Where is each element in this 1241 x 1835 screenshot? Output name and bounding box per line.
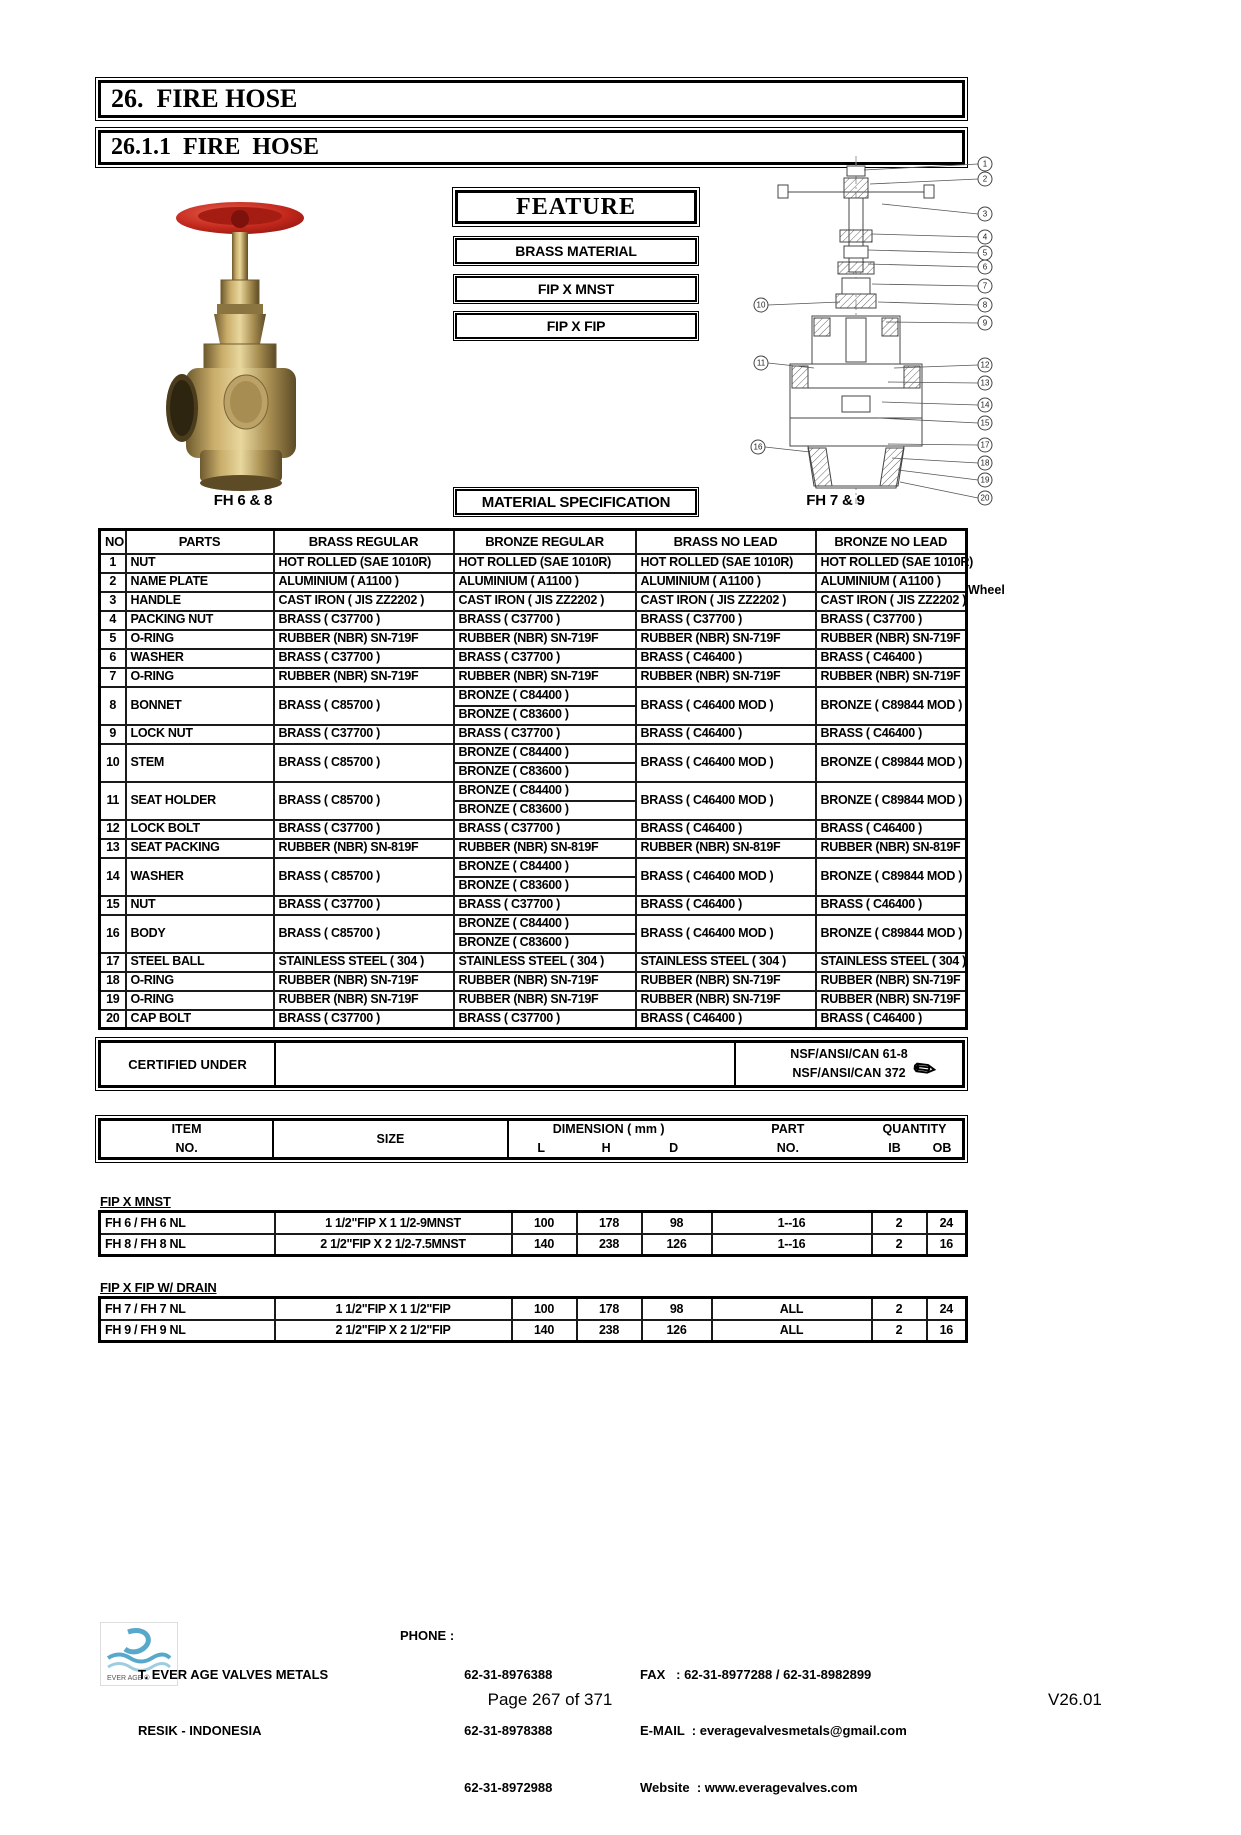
callout-number: 12 (980, 360, 990, 370)
spec-cell: SEAT HOLDER (126, 782, 274, 820)
spec-cell: PACKING NUT (126, 611, 274, 630)
fax-line: FAX : 62-31-8977288 / 62-31-8982899 (640, 1666, 872, 1682)
spec-cell: RUBBER (NBR) SN-819F (636, 839, 816, 858)
dim-cell-h: 238 (577, 1320, 642, 1342)
spec-cell: 7 (100, 668, 126, 687)
dim-cell-item: FH 7 / FH 7 NL (100, 1298, 275, 1320)
spec-cell: BRASS ( C37700 ) (454, 896, 636, 915)
spec-cell: STAINLESS STEEL ( 304 ) (274, 953, 454, 972)
spec-cell: STEM (126, 744, 274, 782)
spec-cell: 20 (100, 1010, 126, 1029)
spec-cell: NUT (126, 554, 274, 573)
callout-number: 20 (980, 493, 990, 503)
valve-diagram-art (778, 156, 934, 504)
spec-row (100, 725, 967, 744)
spec-cell: CAST IRON ( JIS ZZ2202 ) (274, 592, 454, 611)
spec-cell: RUBBER (NBR) SN-819F (454, 839, 636, 858)
phone-number: 62-31-8978388 (464, 1723, 553, 1739)
spec-cell: BRONZE ( C84400 ) (454, 915, 636, 934)
phone-label: PHONE : (400, 1628, 455, 1643)
spec-row (100, 744, 967, 763)
spec-row (100, 858, 967, 877)
spec-cell: BRONZE ( C83600 ) (454, 934, 636, 953)
spec-row (100, 554, 967, 573)
spec-cell: BODY (126, 915, 274, 953)
dim-cell-item: FH 6 / FH 6 NL (100, 1212, 275, 1234)
callout-number: 3 (982, 209, 988, 219)
spec-cell: BRASS ( C37700 ) (454, 611, 636, 630)
spec-cell: BRASS ( C37700 ) (816, 611, 967, 630)
dim-header-part-line1: PART (771, 1122, 805, 1137)
spec-cell: 14 (100, 858, 126, 896)
spec-cell: BRASS ( C37700 ) (274, 896, 454, 915)
dim-table-0 (98, 1210, 968, 1257)
spec-cell: RUBBER (NBR) SN-719F (816, 991, 967, 1010)
spec-header-row (100, 530, 967, 554)
spec-cell: NAME PLATE (126, 573, 274, 592)
spec-cell: CAST IRON ( JIS ZZ2202 ) (454, 592, 636, 611)
dim-cell-size: 2 1/2"FIP X 2 1/2"FIP (275, 1320, 512, 1342)
spec-cell: RUBBER (NBR) SN-719F (454, 972, 636, 991)
dim-header-ib-ob (867, 1139, 962, 1158)
dim-cell-h: 178 (577, 1298, 642, 1320)
spec-cell: BRASS ( C37700 ) (636, 611, 816, 630)
spec-cell: BRASS ( C46400 MOD ) (636, 687, 816, 725)
spec-row (100, 820, 967, 839)
spec-cell: ALUMINIUM ( A1100 ) (454, 573, 636, 592)
spec-cell: RUBBER (NBR) SN-819F (274, 839, 454, 858)
dim-cell-h: 178 (577, 1212, 642, 1234)
feature-item-fip-x-mnst: FIP X MNST (455, 276, 697, 302)
spec-cell: BONNET (126, 687, 274, 725)
spec-cell: BRASS ( C46400 MOD ) (636, 744, 816, 782)
spec-cell: BRASS ( C46400 MOD ) (636, 782, 816, 820)
spec-header-parts: PARTS (126, 530, 274, 554)
callout-number: 18 (980, 458, 990, 468)
subsection-title: 26.1.1 FIRE HOSE (98, 130, 965, 165)
section-title: 26. FIRE HOSE (98, 80, 965, 118)
spec-cell: LOCK BOLT (126, 820, 274, 839)
dim-cell-ib: 2 (872, 1298, 927, 1320)
spec-cell: BRASS ( C37700 ) (274, 725, 454, 744)
spec-cell: BRASS ( C46400 ) (636, 896, 816, 915)
spec-cell: ALUMINIUM ( A1100 ) (274, 573, 454, 592)
dim-header-size-label: SIZE (376, 1131, 405, 1146)
certification-standard: NSF/ANSI/CAN 61-8 (790, 1046, 908, 1061)
dim-header-size (274, 1121, 509, 1157)
feature-item-brass-material: BRASS MATERIAL (455, 238, 697, 264)
spec-cell: RUBBER (NBR) SN-719F (454, 668, 636, 687)
spec-row (100, 1010, 967, 1029)
spec-row (100, 896, 967, 915)
dim-cell-ob: 24 (927, 1298, 967, 1320)
company-name: T. EVER AGE VALVES METALS (138, 1666, 329, 1682)
version-label: V26.01 (1048, 1690, 1102, 1709)
spec-cell: BRASS ( C46400 MOD ) (636, 915, 816, 953)
spec-row (100, 991, 967, 1010)
callout-number: 7 (982, 281, 988, 291)
certified-under-label: CERTIFIED UNDER (101, 1043, 276, 1085)
certification-table (98, 1040, 965, 1088)
spec-cell: RUBBER (NBR) SN-719F (816, 630, 967, 649)
spec-cell: RUBBER (NBR) SN-719F (816, 972, 967, 991)
dim-cell-d: 126 (642, 1320, 712, 1342)
callout-number: 5 (982, 248, 988, 258)
spec-cell: BRASS ( C85700 ) (274, 858, 454, 896)
email-value: everagevalvesmetals@gmail.com (699, 1723, 907, 1739)
spec-cell: O-RING (126, 972, 274, 991)
spec-cell: STAINLESS STEEL ( 304 ) (816, 953, 967, 972)
spec-cell: BRASS ( C37700 ) (274, 611, 454, 630)
callout-number: 17 (980, 440, 990, 450)
spec-header-brass-no-lead: BRASS NO LEAD (636, 530, 816, 554)
spec-cell: BRONZE ( C84400 ) (454, 744, 636, 763)
spec-cell: 2 (100, 573, 126, 592)
spec-row (100, 972, 967, 991)
spec-cell: BRASS ( C46400 ) (636, 820, 816, 839)
dim-header-part-line2: NO. (776, 1141, 799, 1155)
material-spec-table (98, 528, 973, 1030)
callout-number: 9 (982, 318, 988, 328)
spec-cell: WASHER (126, 649, 274, 668)
spec-cell: BRASS ( C85700 ) (274, 915, 454, 953)
spec-cell: RUBBER (NBR) SN-719F (274, 630, 454, 649)
spec-cell: BRONZE ( C89844 MOD ) (816, 782, 967, 820)
dim-cell-ob: 24 (927, 1212, 967, 1234)
dim-header-lhd (509, 1139, 709, 1158)
group-title-fip-x-mnst: FIP X MNST (100, 1194, 171, 1209)
callout-number: 11 (756, 358, 766, 368)
certification-empty-cell (276, 1043, 736, 1085)
spec-cell: 8 (100, 687, 126, 725)
spec-cell: BRONZE ( C84400 ) (454, 687, 636, 706)
dim-header-l: L (537, 1141, 545, 1155)
callout-number: 15 (980, 418, 990, 428)
dim-cell-item: FH 9 / FH 9 NL (100, 1320, 275, 1342)
spec-cell: BRASS ( C85700 ) (274, 744, 454, 782)
spec-cell: STAINLESS STEEL ( 304 ) (454, 953, 636, 972)
dim-row (100, 1234, 967, 1256)
spec-cell: RUBBER (NBR) SN-719F (636, 972, 816, 991)
spec-cell: ALUMINIUM ( A1100 ) (636, 573, 816, 592)
spec-row (100, 592, 967, 611)
spec-cell: BRASS ( C37700 ) (454, 649, 636, 668)
dim-header-ob: OB (932, 1141, 952, 1155)
dim-header-h: H (601, 1141, 611, 1155)
spec-cell: STEEL BALL (126, 953, 274, 972)
spec-cell: BRASS ( C46400 ) (636, 1010, 816, 1029)
spec-cell: NUT (126, 896, 274, 915)
spec-cell: BRONZE ( C83600 ) (454, 706, 636, 725)
spec-cell: BRASS ( C37700 ) (274, 820, 454, 839)
spec-cell: O-RING (126, 630, 274, 649)
callout-number: 16 (753, 442, 763, 452)
dim-cell-ib: 2 (872, 1234, 927, 1256)
page-number: Page 267 of 371 (487, 1690, 613, 1709)
dim-header-item-line2: NO. (175, 1141, 198, 1155)
spec-cell: RUBBER (NBR) SN-719F (274, 668, 454, 687)
product-photo (148, 192, 338, 492)
dim-cell-h: 238 (577, 1234, 642, 1256)
callout-number: 1 (982, 159, 988, 169)
diagram-caption: FH 7 & 9 (806, 492, 865, 509)
photo-caption: FH 6 & 8 (213, 492, 273, 509)
spec-cell: 16 (100, 915, 126, 953)
spec-row (100, 573, 967, 592)
feature-title: FEATURE (455, 190, 697, 224)
spec-cell: RUBBER (NBR) SN-719F (636, 630, 816, 649)
spec-cell: BRASS ( C46400 ) (816, 896, 967, 915)
spec-cell: 17 (100, 953, 126, 972)
spec-cell: O-RING (126, 991, 274, 1010)
dimension-table-header (98, 1118, 965, 1160)
spec-cell: WASHER (126, 858, 274, 896)
dim-cell-d: 98 (642, 1298, 712, 1320)
group-title-fip-x-fip: FIP X FIP W/ DRAIN (100, 1280, 217, 1295)
certification-standards (736, 1043, 962, 1088)
phone-number: 62-31-8972988 (464, 1779, 553, 1795)
dim-cell-part: 1--16 (712, 1212, 872, 1234)
dim-cell-part: ALL (712, 1320, 872, 1342)
spec-cell: RUBBER (NBR) SN-719F (454, 991, 636, 1010)
spec-cell: BRASS ( C46400 ) (636, 649, 816, 668)
spec-cell: O-RING (126, 668, 274, 687)
spec-cell: 15 (100, 896, 126, 915)
spec-cell: LOCK NUT (126, 725, 274, 744)
spec-cell: RUBBER (NBR) SN-719F (636, 668, 816, 687)
spec-cell: BRASS ( C46400 ) (816, 649, 967, 668)
dim-row (100, 1298, 967, 1320)
spec-cell: 9 (100, 725, 126, 744)
company-location: RESIK - INDONESIA (138, 1723, 262, 1739)
spec-cell: SEAT PACKING (126, 839, 274, 858)
dim-cell-size: 2 1/2"FIP X 2 1/2-7.5MNST (275, 1234, 512, 1256)
spec-cell: RUBBER (NBR) SN-819F (816, 839, 967, 858)
spec-cell: BRONZE ( C84400 ) (454, 782, 636, 801)
valve-diagram (748, 152, 998, 512)
spec-cell: ALUMINIUM ( A1100 ) (816, 573, 967, 592)
spec-cell: CAP BOLT (126, 1010, 274, 1029)
email-line: E-MAIL : everagevalvesmetals@gmail.com (640, 1723, 907, 1739)
spec-cell: BRASS ( C37700 ) (454, 725, 636, 744)
dim-cell-size: 1 1/2"FIP X 1 1/2"FIP (275, 1298, 512, 1320)
dim-row (100, 1212, 967, 1234)
dim-cell-d: 98 (642, 1212, 712, 1234)
spec-cell: BRONZE ( C84400 ) (454, 858, 636, 877)
spec-cell: 6 (100, 649, 126, 668)
callout-number: 8 (982, 300, 988, 310)
spec-header-bronze-no-lead: BRONZE NO LEAD (816, 530, 967, 554)
spec-cell: RUBBER (NBR) SN-719F (274, 991, 454, 1010)
phone-block (400, 1628, 552, 1835)
spec-cell: RUBBER (NBR) SN-719F (816, 668, 967, 687)
spec-cell: BRASS ( C37700 ) (274, 1010, 454, 1029)
dim-cell-l: 100 (512, 1298, 577, 1320)
spec-cell: BRASS ( C46400 ) (816, 725, 967, 744)
dim-header-item (101, 1121, 274, 1157)
wheel-annotation: Wheel (968, 583, 1005, 597)
callout-number: 6 (982, 262, 988, 272)
dim-header-part (709, 1121, 867, 1157)
spec-cell: HOT ROLLED (SAE 1010R) (274, 554, 454, 573)
dim-cell-l: 100 (512, 1212, 577, 1234)
spec-cell: HOT ROLLED (SAE 1010R) (454, 554, 636, 573)
spec-row (100, 611, 967, 630)
spec-row (100, 782, 967, 801)
spec-cell: HANDLE (126, 592, 274, 611)
spec-cell: CAST IRON ( JIS ZZ2202 ) (816, 592, 967, 611)
spec-cell: BRASS ( C85700 ) (274, 687, 454, 725)
spec-cell: 19 (100, 991, 126, 1010)
spec-cell: BRASS ( C46400 MOD ) (636, 858, 816, 896)
spec-header-no: NO (100, 530, 126, 554)
spec-cell: BRASS ( C46400 ) (816, 1010, 967, 1029)
dim-table-1 (98, 1296, 968, 1343)
callout-number: 13 (980, 378, 990, 388)
spec-header-brass-regular: BRASS REGULAR (274, 530, 454, 554)
callout-number: 2 (982, 174, 988, 184)
dim-header-d: D (669, 1141, 679, 1155)
spec-row (100, 687, 967, 706)
callout-number: 19 (980, 475, 990, 485)
certification-mark-icon: ✎ (907, 1050, 943, 1088)
website-value: www.everagevalves.com (704, 1779, 858, 1795)
spec-cell: BRASS ( C37700 ) (454, 820, 636, 839)
spec-cell: 18 (100, 972, 126, 991)
dim-cell-ob: 16 (927, 1320, 967, 1342)
spec-cell: 4 (100, 611, 126, 630)
spec-cell: BRASS ( C85700 ) (274, 782, 454, 820)
spec-cell: RUBBER (NBR) SN-719F (274, 972, 454, 991)
dim-cell-ob: 16 (927, 1234, 967, 1256)
spec-cell: BRASS ( C37700 ) (454, 1010, 636, 1029)
spec-cell: 10 (100, 744, 126, 782)
feature-item-fip-x-fip: FIP X FIP (455, 313, 697, 339)
spec-cell: BRONZE ( C89844 MOD ) (816, 744, 967, 782)
spec-cell: CAST IRON ( JIS ZZ2202 ) (636, 592, 816, 611)
dim-cell-d: 126 (642, 1234, 712, 1256)
spec-row (100, 649, 967, 668)
spec-cell: 5 (100, 630, 126, 649)
material-spec-title: MATERIAL SPECIFICATION (455, 489, 697, 515)
spec-cell: 13 (100, 839, 126, 858)
contact-block (640, 1628, 907, 1835)
callout-number: 10 (756, 300, 766, 310)
spec-cell: 12 (100, 820, 126, 839)
dim-header-ib: IB (888, 1141, 901, 1155)
spec-cell: BRONZE ( C89844 MOD ) (816, 858, 967, 896)
spec-row (100, 630, 967, 649)
spec-cell: BRONZE ( C89844 MOD ) (816, 687, 967, 725)
spec-cell: BRONZE ( C83600 ) (454, 763, 636, 782)
spec-header-bronze-regular: BRONZE REGULAR (454, 530, 636, 554)
spec-cell: BRASS ( C46400 ) (636, 725, 816, 744)
phone-number: 62-31-8976388 (464, 1666, 553, 1682)
spec-cell: HOT ROLLED (SAE 1010R) (636, 554, 816, 573)
spec-cell: BRASS ( C46400 ) (816, 820, 967, 839)
spec-cell: BRONZE ( C89844 MOD ) (816, 915, 967, 953)
dim-row (100, 1320, 967, 1342)
spec-cell: RUBBER (NBR) SN-719F (454, 630, 636, 649)
website-line: Website : www.everagevalves.com (640, 1779, 858, 1795)
spec-cell: BRASS ( C37700 ) (274, 649, 454, 668)
spec-cell: RUBBER (NBR) SN-719F (636, 991, 816, 1010)
certification-standard: NSF/ANSI/CAN 372 (792, 1066, 906, 1080)
spec-cell: STAINLESS STEEL ( 304 ) (636, 953, 816, 972)
spec-cell: 1 (100, 554, 126, 573)
spec-cell: HOT ROLLED (SAE 1010R) (816, 554, 967, 573)
spec-cell: 11 (100, 782, 126, 820)
dim-cell-item: FH 8 / FH 8 NL (100, 1234, 275, 1256)
dim-header-quantity-label: QUANTITY (882, 1122, 947, 1137)
dim-cell-ib: 2 (872, 1320, 927, 1342)
dim-header-quantity (867, 1121, 962, 1157)
dim-header-dimension (509, 1121, 709, 1157)
spec-cell: BRONZE ( C83600 ) (454, 801, 636, 820)
dim-header-dimension-label: DIMENSION ( mm ) (552, 1122, 665, 1137)
dim-cell-part: 1--16 (712, 1234, 872, 1256)
dim-cell-ib: 2 (872, 1212, 927, 1234)
spec-row (100, 953, 967, 972)
callout-number: 14 (980, 400, 990, 410)
dim-header-item-line1: ITEM (171, 1122, 202, 1137)
dim-cell-part: ALL (712, 1298, 872, 1320)
dim-cell-l: 140 (512, 1320, 577, 1342)
spec-cell: BRONZE ( C83600 ) (454, 877, 636, 896)
spec-row (100, 839, 967, 858)
callout-number: 4 (982, 232, 988, 242)
logo-text: EVER AGE ® (107, 1675, 150, 1682)
dim-cell-l: 140 (512, 1234, 577, 1256)
spec-cell: 3 (100, 592, 126, 611)
spec-row (100, 915, 967, 934)
dim-cell-size: 1 1/2"FIP X 1 1/2-9MNST (275, 1212, 512, 1234)
valve-photo-art (166, 202, 304, 491)
spec-row (100, 668, 967, 687)
